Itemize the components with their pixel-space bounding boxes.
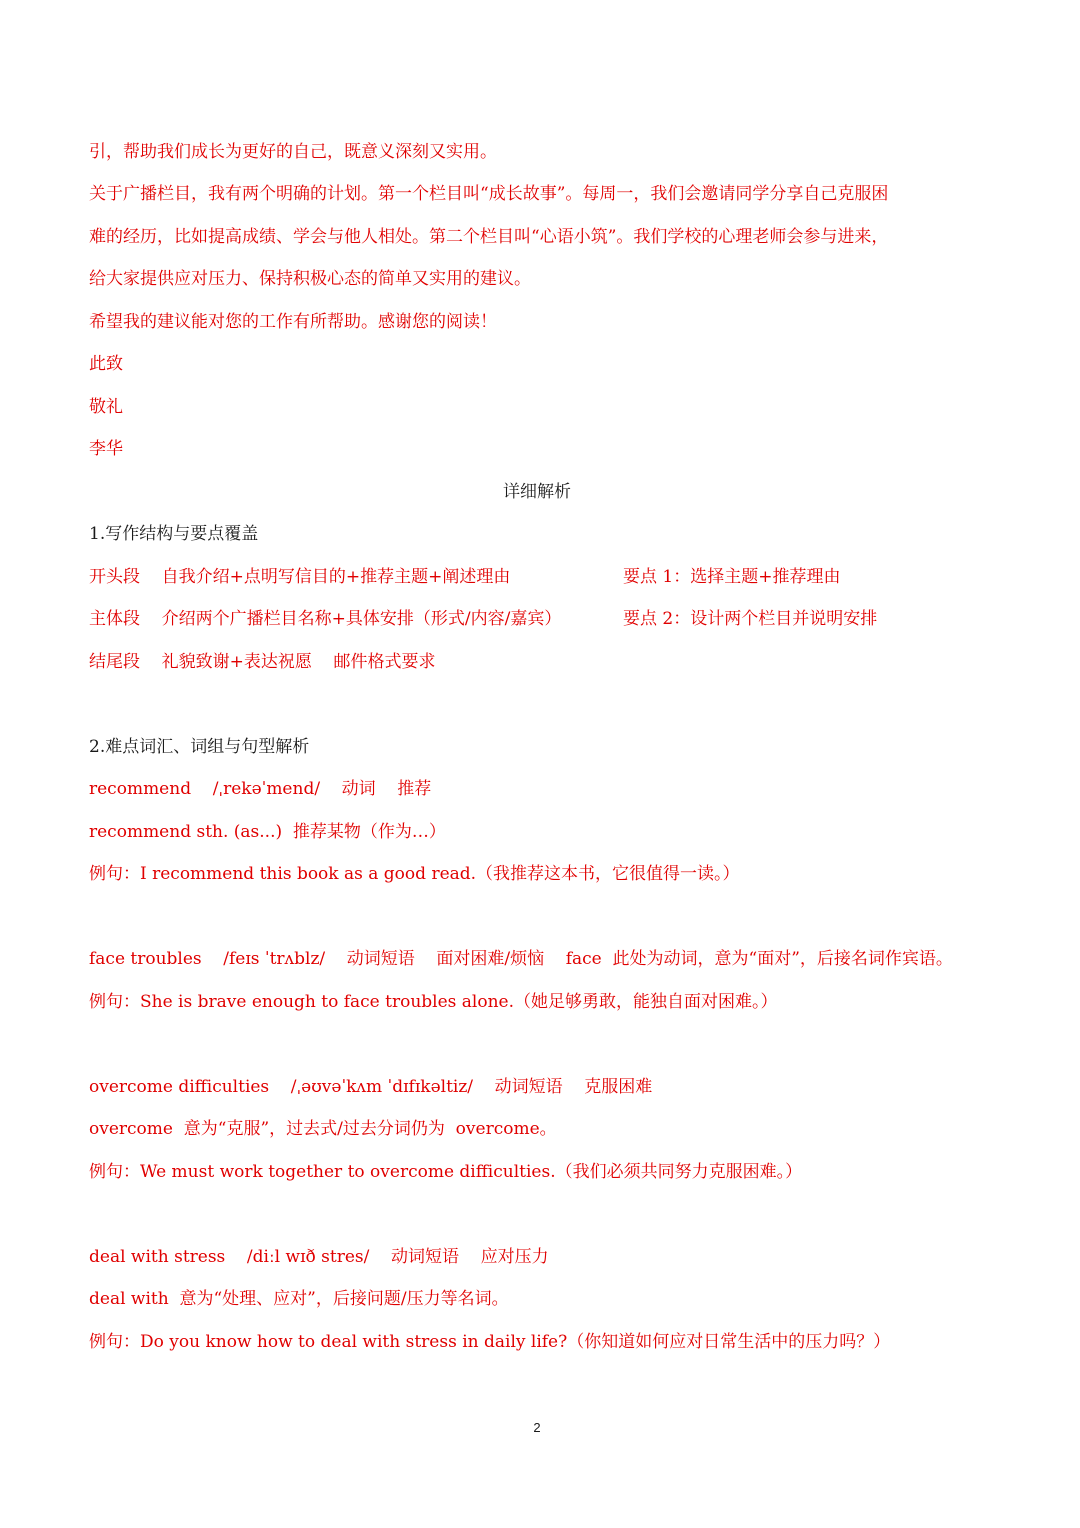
- vocab-deal-example: 例句：Do you know how to deal with stress in daily life?（你知道如何应对日常生活中的压力吗？）: [89, 1332, 891, 1352]
- letter-line-4: 给大家提供应对压力、保持积极心态的简单又实用的建议。: [89, 269, 531, 289]
- vocab-overcome-usage: overcome 意为“克服”，过去式/过去分词仍为 overcome。: [89, 1119, 557, 1139]
- vocab-deal-with-stress: deal with stress /diːl wɪð stres/ 动词短语 应对压力: [89, 1247, 549, 1267]
- letter-closing-2: 敬礼: [89, 397, 123, 417]
- structure-row-opening-point: 要点 1：选择主题+推荐理由: [623, 567, 841, 587]
- analysis-heading: 详细解析: [503, 482, 571, 502]
- letter-line-3: 难的经历，比如提高成绩、学会与他人相处。第二个栏目叫“心语小筑”。我们学校的心理老师会参与进来，: [89, 227, 889, 247]
- structure-row-body: 主体段 介绍两个广播栏目名称+具体安排（形式/内容/嘉宾）: [89, 609, 562, 629]
- letter-closing-1: 此致: [89, 354, 123, 374]
- vocab-overcome: overcome difficulties /ˌəʊvəˈkʌm ˈdɪfɪkəltiz/ 动词短语 克服困难: [89, 1077, 653, 1097]
- letter-line-1: 引，帮助我们成长为更好的自己，既意义深刻又实用。: [89, 142, 497, 162]
- letter-line-5: 希望我的建议能对您的工作有所帮助。感谢您的阅读！: [89, 312, 497, 332]
- vocab-recommend-usage: recommend sth. (as...) 推荐某物（作为…）: [89, 822, 446, 842]
- letter-signature: 李华: [89, 439, 123, 459]
- vocab-recommend: recommend /ˌrekəˈmend/ 动词 推荐: [89, 779, 432, 799]
- vocab-recommend-example: 例句：I recommend this book as a good read.（我推荐这本书，它很值得一读。）: [89, 864, 740, 884]
- structure-row-body-point: 要点 2：设计两个栏目并说明安排: [623, 609, 878, 629]
- vocab-overcome-example: 例句：We must work together to overcome difficulties.（我们必须共同努力克服困难。）: [89, 1162, 803, 1182]
- vocab-face-example: 例句：She is brave enough to face troubles alone.（她足够勇敢，能独自面对困难。）: [89, 992, 778, 1012]
- vocab-face-troubles: face troubles /feɪs ˈtrʌblz/ 动词短语 面对困难/烦恼 face 此处为动词，意为“面对”，后接名词作宾语。: [89, 949, 953, 969]
- page-number: 2: [533, 1420, 541, 1435]
- structure-row-opening: 开头段 自我介绍+点明写信目的+推荐主题+阐述理由: [89, 567, 511, 587]
- letter-line-2: 关于广播栏目，我有两个明确的计划。第一个栏目叫“成长故事”。每周一，我们会邀请同学分享自己克服困: [89, 184, 889, 204]
- vocab-deal-usage: deal with 意为“处理、应对”，后接问题/压力等名词。: [89, 1289, 509, 1309]
- section-1-title: 1.写作结构与要点覆盖: [89, 524, 259, 544]
- structure-row-ending: 结尾段 礼貌致谢+表达祝愿 邮件格式要求: [89, 652, 436, 672]
- section-2-title: 2.难点词汇、词组与句型解析: [89, 737, 310, 757]
